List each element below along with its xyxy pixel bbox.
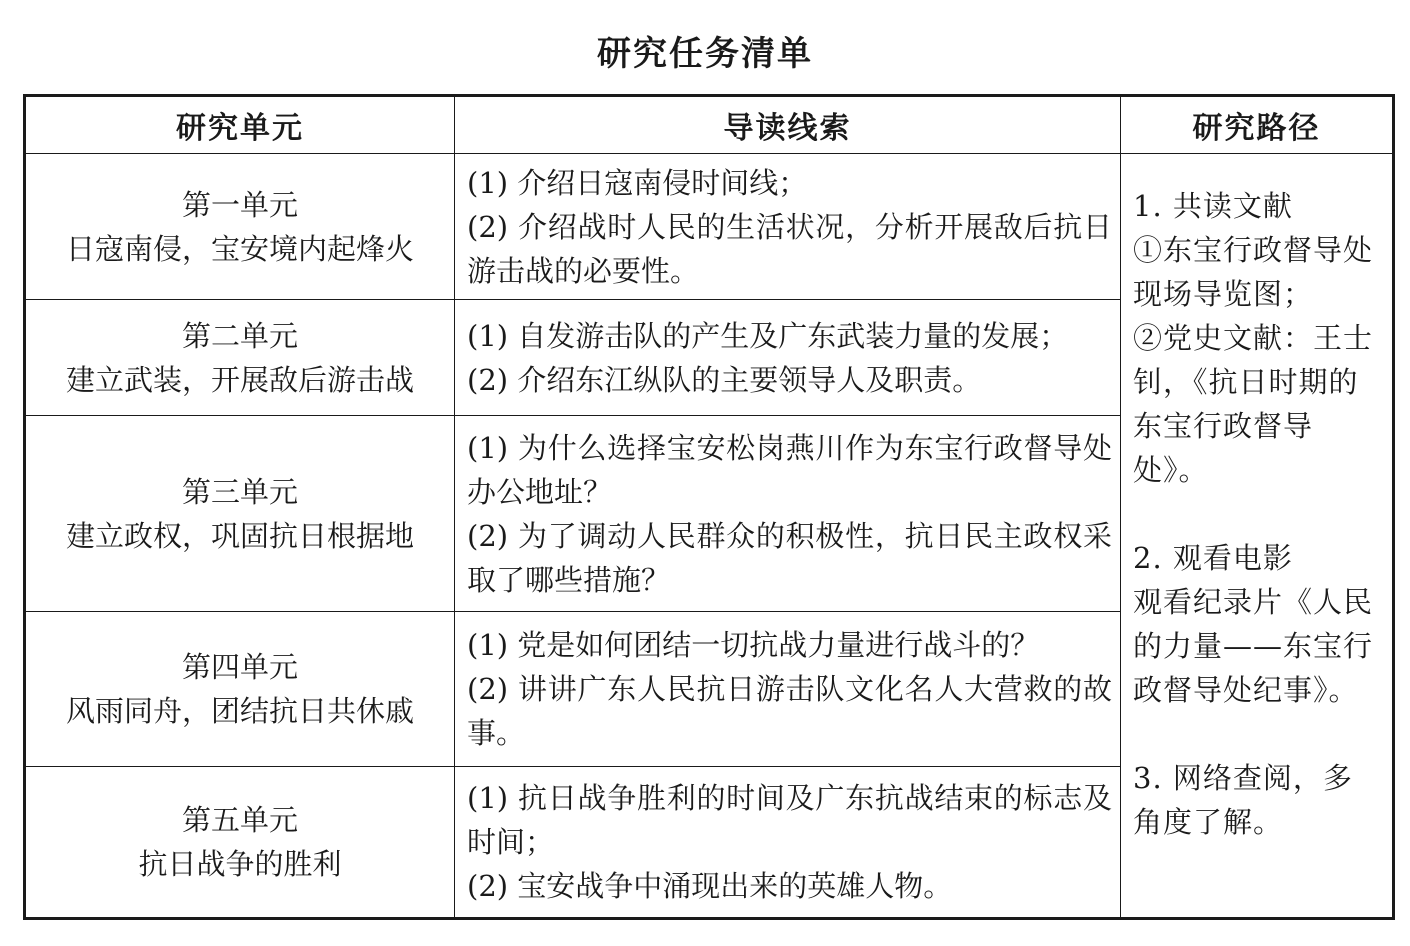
- unit-cell: [25, 612, 455, 767]
- path-item-text: 3. 网络查阅，多角度了解。: [1133, 761, 1353, 839]
- unit-name: 风雨同舟，团结抗日共休戚: [65, 694, 414, 728]
- path-item-text: ①东宝行政督导处现场导览图；: [1133, 233, 1374, 311]
- path-item-web: [1133, 756, 1382, 844]
- unit-cell: [25, 767, 455, 919]
- clue-item: (1) 为什么选择宝安松岗燕川作为东宝行政督导处办公地址？: [467, 430, 1112, 509]
- path-item-title: 1. 共读文献: [1133, 189, 1293, 223]
- unit-number: 第三单元: [181, 474, 298, 509]
- research-path-cell: [1121, 154, 1394, 919]
- table-header-row: [25, 96, 1394, 154]
- path-item-film: [1133, 536, 1382, 712]
- clue-cell: [455, 300, 1121, 416]
- clue-item: (2) 宝安战争中涌现出来的英雄人物。: [467, 869, 953, 903]
- unit-cell: [25, 300, 455, 416]
- path-item-title: 2. 观看电影: [1133, 541, 1293, 575]
- clue-cell: [455, 416, 1121, 612]
- clue-item: (2) 讲讲广东人民抗日游击队文化名人大营救的故事。: [467, 672, 1112, 750]
- unit-number: 第一单元: [181, 187, 298, 222]
- clue-cell: [455, 767, 1121, 919]
- clue-cell: [455, 154, 1121, 300]
- unit-name: 抗日战争的胜利: [138, 847, 342, 881]
- clue-cell: [455, 612, 1121, 767]
- path-item-text: 观看纪录片《人民的力量——东宝行政督导处纪事》。: [1133, 585, 1374, 707]
- unit-number: 第二单元: [181, 318, 298, 353]
- clue-item: (2) 为了调动人民群众的积极性，抗日民主政权采取了哪些措施？: [467, 518, 1112, 597]
- table-row: [25, 154, 1394, 300]
- unit-name: 建立政权，巩固抗日根据地: [65, 518, 414, 553]
- unit-cell: [25, 154, 455, 300]
- unit-name: 建立武装，开展敌后游击战: [65, 362, 414, 397]
- path-item-text: ②党史文献：王士钊，《抗日时期的东宝行政督导处》。: [1133, 321, 1374, 487]
- research-task-table: [23, 94, 1395, 920]
- unit-name: 日寇南侵，宝安境内起烽火: [65, 231, 414, 266]
- path-item-documents: [1133, 184, 1382, 492]
- unit-number: 第五单元: [181, 803, 298, 837]
- clue-item: (1) 抗日战争胜利的时间及广东抗战结束的标志及时间；: [467, 781, 1112, 859]
- header-unit: 研究单元: [25, 96, 455, 154]
- unit-number: 第四单元: [181, 650, 298, 684]
- header-clues: 导读线索: [455, 96, 1121, 154]
- clue-item: (1) 党是如何团结一切抗战力量进行战斗的？: [467, 628, 1040, 662]
- page-title: 研究任务清单: [597, 34, 813, 74]
- clue-item: (2) 介绍东江纵队的主要领导人及职责。: [467, 362, 982, 397]
- header-path: 研究路径: [1121, 96, 1394, 154]
- clue-item: (1) 介绍日寇南侵时间线；: [467, 165, 808, 200]
- clue-item: (2) 介绍战时人民的生活状况，分析开展敌后抗日游击战的必要性。: [467, 209, 1112, 288]
- clue-item: (1) 自发游击队的产生及广东武装力量的发展；: [467, 318, 1069, 353]
- unit-cell: [25, 416, 455, 612]
